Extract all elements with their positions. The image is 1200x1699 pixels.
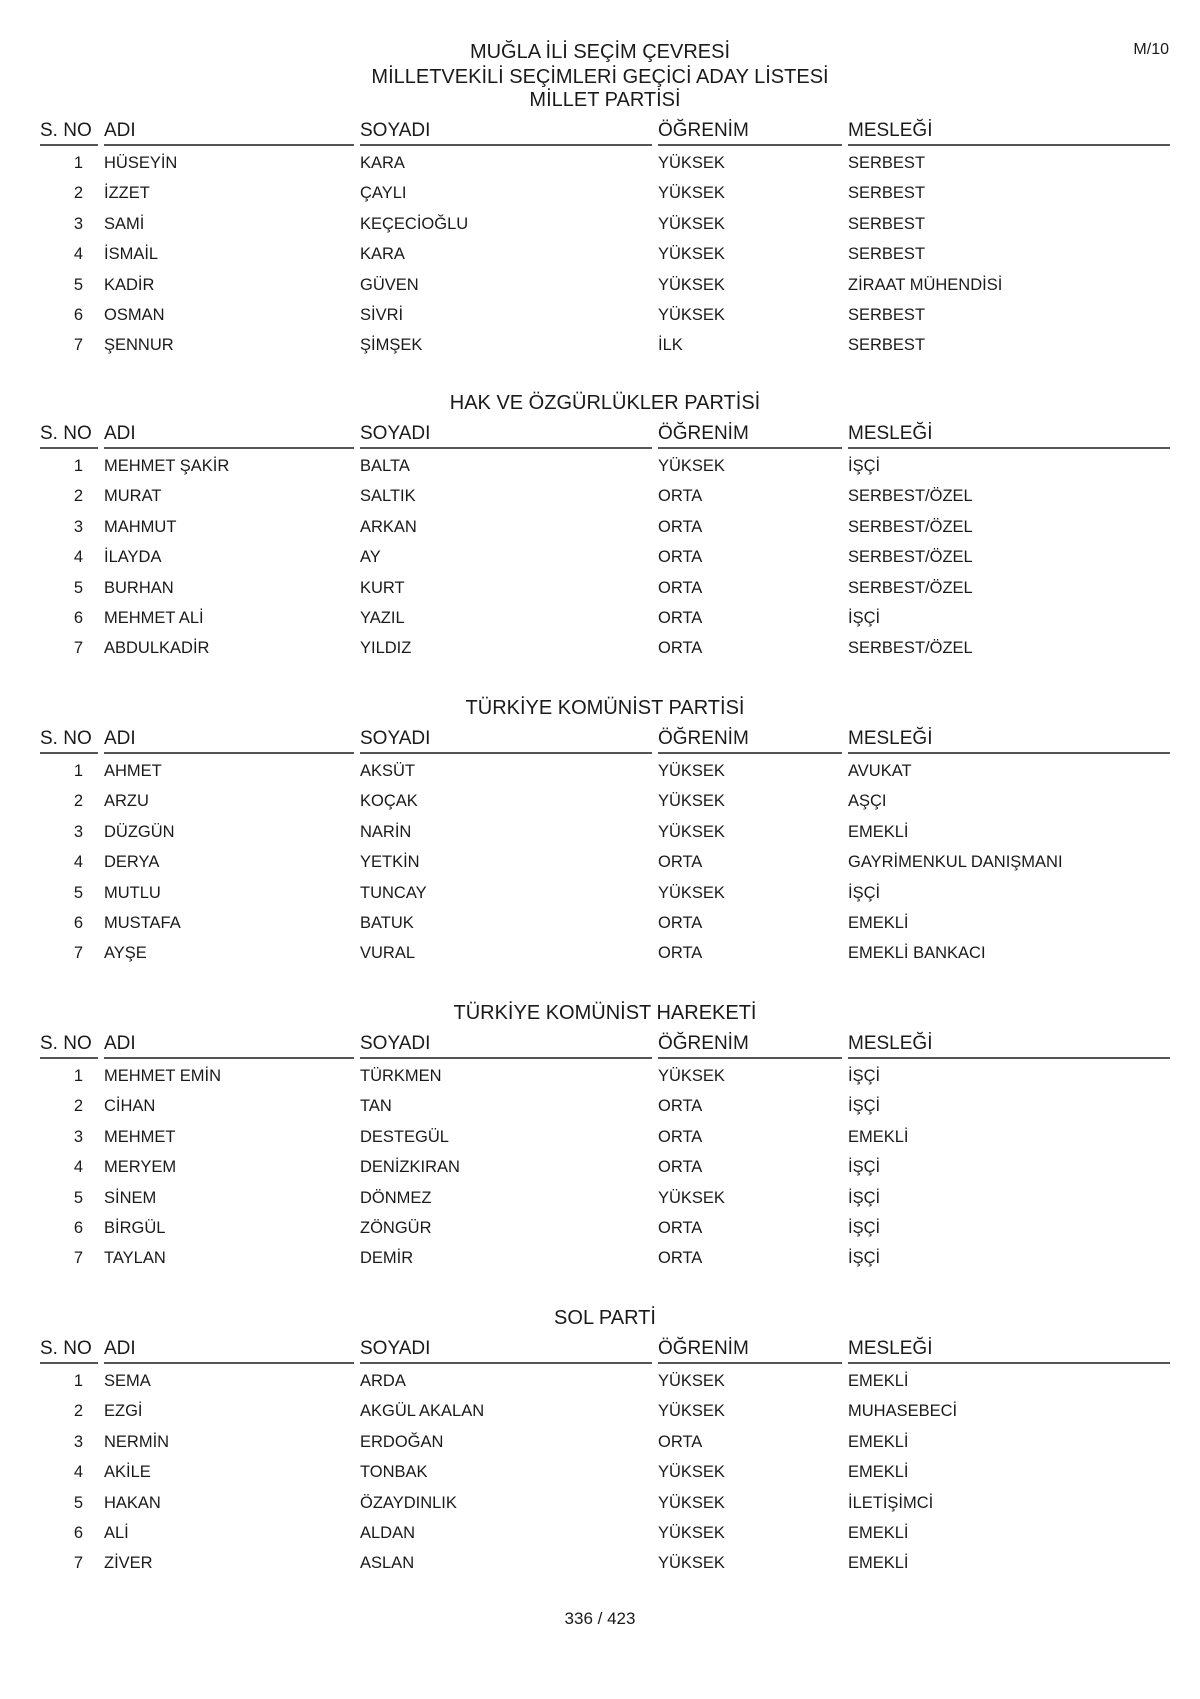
- column-header-sno: S. NO: [40, 728, 98, 754]
- cell-sno: 5: [73, 578, 83, 597]
- table-row: [40, 1091, 1170, 1121]
- cell-sno: 3: [73, 214, 83, 233]
- cell-ogrenim: ORTA: [658, 1432, 703, 1451]
- cell-ogrenim: YÜKSEK: [658, 457, 725, 475]
- cell-soyadi: KURT: [360, 578, 405, 597]
- cell-adi: AKİLE: [104, 1463, 151, 1482]
- cell-sno: 4: [73, 548, 83, 567]
- cell-ogrenim: ORTA: [658, 1218, 703, 1237]
- column-header-sno: S. NO: [40, 120, 98, 146]
- table-row: [40, 573, 1170, 603]
- cell-meslegi: SERBEST: [848, 245, 926, 264]
- table-body: [40, 756, 1170, 969]
- cell-sno: 7: [73, 944, 83, 963]
- cell-soyadi: ARKAN: [360, 517, 417, 536]
- cell-meslegi: SERBEST: [848, 154, 926, 172]
- column-header-ogrenim: ÖĞRENİM: [658, 728, 842, 754]
- table-body: [40, 1366, 1170, 1579]
- table-row: [40, 1457, 1170, 1487]
- cell-ogrenim: ORTA: [658, 913, 703, 932]
- table-row: [40, 148, 1170, 178]
- table-row: [40, 1243, 1170, 1273]
- cell-adi: BURHAN: [104, 578, 174, 597]
- cell-sno: 5: [73, 883, 83, 902]
- cell-adi: İLAYDA: [104, 548, 162, 567]
- page-number: 336 / 423: [564, 1609, 636, 1628]
- cell-ogrenim: YÜKSEK: [658, 883, 725, 902]
- cell-adi: ALİ: [104, 1523, 129, 1542]
- cell-adi: HAKAN: [104, 1493, 161, 1512]
- cell-adi: ŞENNUR: [104, 336, 174, 355]
- cell-ogrenim: YÜKSEK: [658, 154, 725, 172]
- table-header: [40, 423, 1170, 449]
- cell-soyadi: YILDIZ: [360, 639, 412, 658]
- table-row: [40, 300, 1170, 330]
- cell-meslegi: SERBEST: [848, 336, 926, 355]
- cell-soyadi: GÜVEN: [360, 275, 419, 294]
- cell-soyadi: ALDAN: [360, 1523, 416, 1542]
- cell-meslegi: EMEKLİ: [848, 913, 909, 932]
- cell-ogrenim: YÜKSEK: [658, 184, 725, 203]
- cell-adi: TAYLAN: [104, 1249, 166, 1268]
- cell-sno: 3: [73, 517, 83, 536]
- party-title: MİLLET PARTİSİ: [529, 89, 681, 111]
- table-row: [40, 1213, 1170, 1243]
- table-body: [40, 148, 1170, 361]
- page-code: M/10: [1133, 41, 1169, 58]
- cell-meslegi: İŞÇİ: [848, 608, 881, 627]
- cell-meslegi: EMEKLİ: [848, 1127, 909, 1146]
- table-row: [40, 847, 1170, 877]
- table-header: [40, 728, 1170, 754]
- cell-soyadi: BALTA: [360, 457, 410, 475]
- table-row: [40, 908, 1170, 938]
- cell-meslegi: SERBEST: [848, 184, 926, 203]
- cell-soyadi: TÜRKMEN: [360, 1067, 442, 1085]
- column-header-ogrenim: ÖĞRENİM: [658, 423, 842, 449]
- table-row: [40, 938, 1170, 968]
- table-body: [40, 1061, 1170, 1274]
- cell-ogrenim: YÜKSEK: [658, 792, 725, 811]
- table-row: [40, 481, 1170, 511]
- cell-sno: 4: [73, 1463, 83, 1482]
- cell-sno: 5: [73, 1493, 83, 1512]
- table-header: [40, 1338, 1170, 1364]
- table-row: [40, 817, 1170, 847]
- cell-soyadi: NARİN: [360, 822, 412, 841]
- column-header-ogrenim: ÖĞRENİM: [658, 120, 842, 146]
- cell-sno: 6: [73, 1218, 83, 1237]
- table-row: [40, 1183, 1170, 1213]
- cell-sno: 2: [73, 184, 83, 203]
- cell-sno: 7: [73, 1554, 83, 1573]
- cell-ogrenim: ORTA: [658, 578, 703, 597]
- cell-adi: MERYEM: [104, 1158, 177, 1177]
- table-row: [40, 1518, 1170, 1548]
- column-header-adi: ADI: [104, 728, 354, 754]
- cell-adi: SAMİ: [104, 214, 145, 233]
- cell-ogrenim: YÜKSEK: [658, 1372, 725, 1390]
- cell-soyadi: ERDOĞAN: [360, 1432, 444, 1451]
- cell-meslegi: EMEKLİ: [848, 1554, 909, 1573]
- cell-soyadi: ASLAN: [360, 1554, 415, 1573]
- cell-sno: 1: [73, 1067, 83, 1085]
- cell-ogrenim: ORTA: [658, 487, 703, 506]
- cell-adi: SİNEM: [104, 1188, 157, 1207]
- cell-sno: 7: [73, 336, 83, 355]
- cell-meslegi: İŞÇİ: [848, 457, 881, 475]
- column-header-meslegi: MESLEĞİ: [848, 728, 1170, 754]
- cell-meslegi: SERBEST/ÖZEL: [848, 578, 973, 597]
- cell-ogrenim: ORTA: [658, 944, 703, 963]
- cell-ogrenim: ORTA: [658, 1097, 703, 1116]
- cell-ogrenim: YÜKSEK: [658, 305, 725, 324]
- column-header-sno: S. NO: [40, 1033, 98, 1059]
- cell-soyadi: SALTIK: [360, 487, 416, 506]
- column-header-adi: ADI: [104, 1033, 354, 1059]
- column-header-adi: ADI: [104, 1338, 354, 1364]
- cell-adi: CİHAN: [104, 1097, 156, 1116]
- cell-ogrenim: ORTA: [658, 853, 703, 872]
- table-row: [40, 786, 1170, 816]
- cell-adi: AHMET: [104, 762, 162, 780]
- cell-sno: 5: [73, 1188, 83, 1207]
- table-row: [40, 270, 1170, 300]
- cell-adi: MUSTAFA: [104, 913, 181, 932]
- header-line-1: MUĞLA İLİ SEÇİM ÇEVRESİ: [469, 41, 731, 63]
- cell-meslegi: EMEKLİ: [848, 1372, 909, 1390]
- cell-meslegi: MUHASEBECİ: [848, 1402, 958, 1421]
- party-section: [40, 1305, 1170, 1579]
- cell-adi: MEHMET: [104, 1127, 176, 1146]
- cell-meslegi: AŞÇI: [848, 792, 887, 811]
- party-section: [40, 695, 1170, 969]
- cell-soyadi: AKSÜT: [360, 762, 416, 780]
- cell-adi: MAHMUT: [104, 517, 177, 536]
- cell-meslegi: ZİRAAT MÜHENDİSİ: [848, 275, 1003, 294]
- cell-sno: 6: [73, 608, 83, 627]
- table-header: [40, 1033, 1170, 1059]
- cell-adi: İZZET: [104, 184, 150, 203]
- column-header-ogrenim: ÖĞRENİM: [658, 1033, 842, 1059]
- column-header-sno: S. NO: [40, 423, 98, 449]
- column-header-sno: S. NO: [40, 1338, 98, 1364]
- cell-soyadi: AKGÜL AKALAN: [360, 1402, 485, 1421]
- cell-meslegi: İŞÇİ: [848, 1218, 881, 1237]
- cell-sno: 7: [73, 1249, 83, 1268]
- cell-meslegi: İLETİŞİMCİ: [848, 1493, 934, 1512]
- cell-sno: 5: [73, 275, 83, 294]
- cell-meslegi: EMEKLİ: [848, 1523, 909, 1542]
- cell-meslegi: İŞÇİ: [848, 1097, 881, 1116]
- cell-ogrenim: YÜKSEK: [658, 822, 725, 841]
- table-row: [40, 542, 1170, 572]
- cell-adi: HÜSEYİN: [104, 154, 178, 172]
- table-row: [40, 1427, 1170, 1457]
- cell-ogrenim: YÜKSEK: [658, 1402, 725, 1421]
- cell-meslegi: İŞÇİ: [848, 1067, 881, 1085]
- cell-adi: SEMA: [104, 1372, 151, 1390]
- cell-soyadi: YAZIL: [360, 608, 405, 627]
- cell-sno: 1: [73, 457, 83, 475]
- cell-adi: DERYA: [104, 853, 160, 872]
- table-row: [40, 209, 1170, 239]
- cell-soyadi: TAN: [360, 1097, 392, 1116]
- cell-soyadi: DENİZKIRAN: [360, 1158, 460, 1177]
- cell-sno: 2: [73, 792, 83, 811]
- cell-ogrenim: İLK: [658, 336, 683, 355]
- cell-adi: MEHMET EMİN: [104, 1067, 222, 1085]
- cell-ogrenim: YÜKSEK: [658, 245, 725, 264]
- cell-meslegi: GAYRİMENKUL DANIŞMANI: [848, 853, 1063, 872]
- cell-sno: 6: [73, 305, 83, 324]
- cell-meslegi: SERBEST/ÖZEL: [848, 517, 973, 536]
- cell-adi: MEHMET ALİ: [104, 608, 204, 627]
- column-header-adi: ADI: [104, 423, 354, 449]
- cell-soyadi: KOÇAK: [360, 792, 418, 811]
- cell-adi: MUTLU: [104, 883, 161, 902]
- cell-sno: 2: [73, 1402, 83, 1421]
- column-header-meslegi: MESLEĞİ: [848, 1033, 1170, 1059]
- cell-ogrenim: ORTA: [658, 1127, 703, 1146]
- cell-soyadi: BATUK: [360, 913, 414, 932]
- cell-adi: NERMİN: [104, 1432, 170, 1451]
- cell-sno: 2: [73, 1097, 83, 1116]
- cell-adi: MURAT: [104, 487, 162, 506]
- cell-ogrenim: YÜKSEK: [658, 762, 725, 780]
- cell-soyadi: KARA: [360, 154, 405, 172]
- column-header-ogrenim: ÖĞRENİM: [658, 1338, 842, 1364]
- cell-adi: BİRGÜL: [104, 1218, 166, 1237]
- column-header-soyadi: SOYADI: [360, 120, 652, 146]
- column-header-soyadi: SOYADI: [360, 728, 652, 754]
- column-header-meslegi: MESLEĞİ: [848, 1338, 1170, 1364]
- cell-ogrenim: YÜKSEK: [658, 1493, 725, 1512]
- cell-sno: 4: [73, 245, 83, 264]
- cell-soyadi: TUNCAY: [360, 883, 427, 902]
- cell-adi: İSMAİL: [104, 245, 159, 264]
- cell-soyadi: YETKİN: [360, 853, 420, 872]
- cell-meslegi: EMEKLİ: [848, 822, 909, 841]
- cell-soyadi: VURAL: [360, 944, 416, 963]
- cell-soyadi: ÖZAYDINLIK: [360, 1493, 457, 1512]
- table-row: [40, 633, 1170, 663]
- table-row: [40, 1152, 1170, 1182]
- cell-sno: 3: [73, 1432, 83, 1451]
- cell-ogrenim: YÜKSEK: [658, 1463, 725, 1482]
- cell-sno: 1: [73, 154, 83, 172]
- cell-meslegi: İŞÇİ: [848, 1249, 881, 1268]
- cell-adi: OSMAN: [104, 305, 165, 324]
- table-row: [40, 1396, 1170, 1426]
- cell-meslegi: SERBEST/ÖZEL: [848, 548, 973, 567]
- table-row: [40, 451, 1170, 481]
- cell-ogrenim: ORTA: [658, 517, 703, 536]
- cell-adi: ZİVER: [104, 1554, 153, 1573]
- cell-meslegi: İŞÇİ: [848, 1188, 881, 1207]
- cell-adi: AYŞE: [104, 944, 147, 963]
- cell-sno: 6: [73, 1523, 83, 1542]
- table-row: [40, 239, 1170, 269]
- header-line-2: MİLLETVEKİLİ SEÇİMLERİ GEÇİCİ ADAY LİSTESİ: [371, 66, 829, 88]
- cell-adi: DÜZGÜN: [104, 822, 175, 841]
- table-row: [40, 512, 1170, 542]
- cell-ogrenim: ORTA: [658, 1249, 703, 1268]
- cell-meslegi: İŞÇİ: [848, 883, 881, 902]
- table-row: [40, 756, 1170, 786]
- cell-ogrenim: ORTA: [658, 548, 703, 567]
- party-title: HAK VE ÖZGÜRLÜKLER PARTİSİ: [449, 392, 761, 414]
- cell-ogrenim: YÜKSEK: [658, 1523, 725, 1542]
- cell-soyadi: TONBAK: [360, 1463, 428, 1482]
- cell-ogrenim: ORTA: [658, 1158, 703, 1177]
- table-header: [40, 120, 1170, 146]
- cell-ogrenim: YÜKSEK: [658, 1067, 725, 1085]
- cell-soyadi: KARA: [360, 245, 405, 264]
- table-row: [40, 1366, 1170, 1396]
- cell-meslegi: AVUKAT: [848, 762, 912, 780]
- column-header-adi: ADI: [104, 120, 354, 146]
- document-header: [0, 40, 1200, 90]
- cell-soyadi: ARDA: [360, 1372, 406, 1390]
- cell-ogrenim: YÜKSEK: [658, 214, 725, 233]
- cell-adi: EZGİ: [104, 1402, 143, 1421]
- cell-adi: MEHMET ŞAKİR: [104, 457, 230, 475]
- cell-soyadi: ZÖNGÜR: [360, 1218, 432, 1237]
- party-section: [40, 87, 1170, 361]
- table-row: [40, 1061, 1170, 1091]
- cell-soyadi: DÖNMEZ: [360, 1188, 432, 1207]
- cell-ogrenim: YÜKSEK: [658, 275, 725, 294]
- column-header-soyadi: SOYADI: [360, 1338, 652, 1364]
- party-section: [40, 1000, 1170, 1274]
- cell-sno: 4: [73, 853, 83, 872]
- column-header-meslegi: MESLEĞİ: [848, 120, 1170, 146]
- column-header-soyadi: SOYADI: [360, 423, 652, 449]
- cell-meslegi: İŞÇİ: [848, 1158, 881, 1177]
- cell-soyadi: DESTEGÜL: [360, 1127, 449, 1146]
- table-row: [40, 1548, 1170, 1578]
- cell-meslegi: SERBEST/ÖZEL: [848, 487, 973, 506]
- cell-adi: ARZU: [104, 792, 149, 811]
- table-row: [40, 1488, 1170, 1518]
- cell-sno: 1: [73, 1372, 83, 1390]
- party-section: [40, 390, 1170, 664]
- cell-soyadi: AY: [360, 548, 381, 567]
- column-header-meslegi: MESLEĞİ: [848, 423, 1170, 449]
- table-row: [40, 878, 1170, 908]
- cell-meslegi: EMEKLİ: [848, 1432, 909, 1451]
- cell-sno: 1: [73, 762, 83, 780]
- cell-ogrenim: YÜKSEK: [658, 1188, 725, 1207]
- cell-adi: ABDULKADİR: [104, 639, 210, 658]
- table-row: [40, 1122, 1170, 1152]
- cell-ogrenim: ORTA: [658, 608, 703, 627]
- table-row: [40, 330, 1170, 360]
- party-title: SOL PARTİ: [554, 1307, 656, 1329]
- party-title: TÜRKİYE KOMÜNİST HAREKETİ: [453, 1002, 757, 1024]
- table-row: [40, 603, 1170, 633]
- cell-sno: 7: [73, 639, 83, 658]
- cell-ogrenim: ORTA: [658, 639, 703, 658]
- cell-soyadi: DEMİR: [360, 1249, 414, 1268]
- table-row: [40, 178, 1170, 208]
- cell-soyadi: SİVRİ: [360, 305, 404, 324]
- cell-meslegi: SERBEST: [848, 305, 926, 324]
- cell-meslegi: EMEKLİ: [848, 1463, 909, 1482]
- table-body: [40, 451, 1170, 664]
- cell-sno: 3: [73, 1127, 83, 1146]
- cell-soyadi: ŞİMŞEK: [360, 336, 423, 355]
- cell-meslegi: SERBEST/ÖZEL: [848, 639, 973, 658]
- column-header-soyadi: SOYADI: [360, 1033, 652, 1059]
- cell-meslegi: EMEKLİ BANKACI: [848, 944, 986, 963]
- cell-soyadi: ÇAYLI: [360, 184, 407, 203]
- cell-soyadi: KEÇECİOĞLU: [360, 214, 469, 233]
- cell-sno: 2: [73, 487, 83, 506]
- cell-sno: 6: [73, 913, 83, 932]
- cell-sno: 3: [73, 822, 83, 841]
- cell-adi: KADİR: [104, 275, 155, 294]
- party-title: TÜRKİYE KOMÜNİST PARTİSİ: [465, 697, 745, 719]
- cell-sno: 4: [73, 1158, 83, 1177]
- cell-meslegi: SERBEST: [848, 214, 926, 233]
- cell-ogrenim: YÜKSEK: [658, 1554, 725, 1573]
